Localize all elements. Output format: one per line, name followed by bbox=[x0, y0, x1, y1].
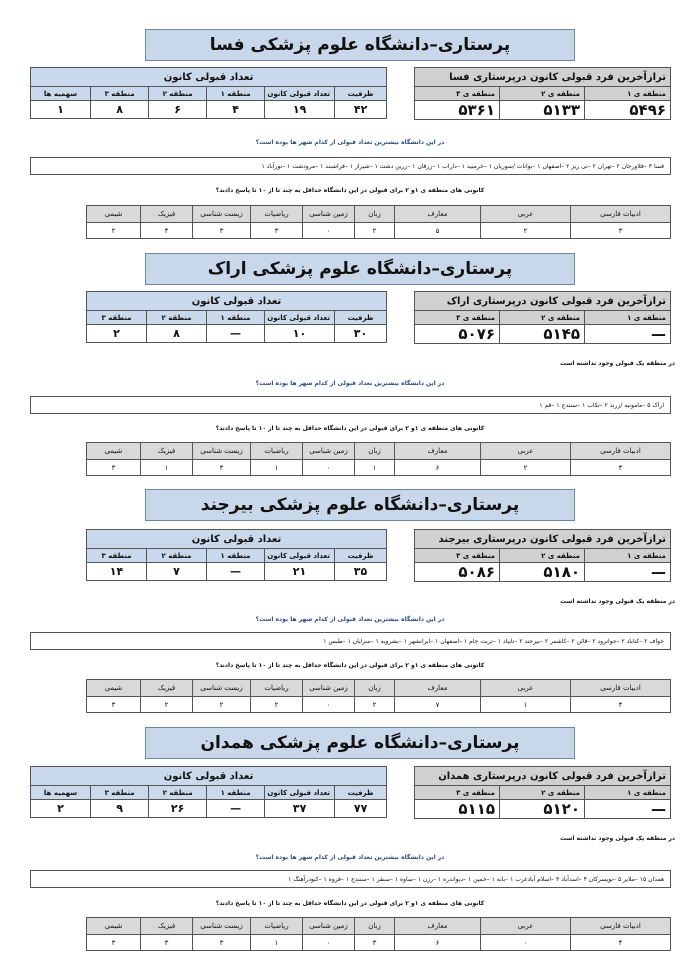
rank-table-title: ترازآخرین فرد قبولی کانون درپرستاری اراک bbox=[415, 292, 671, 311]
grade-value: ۳ bbox=[141, 935, 193, 951]
acceptance-header: ظرفیت bbox=[335, 311, 387, 325]
grade-value: ۱ bbox=[251, 460, 303, 476]
grade-value: ۳ bbox=[87, 697, 141, 713]
subject-header: زبان bbox=[355, 206, 395, 223]
acceptance-value: ۲ bbox=[87, 325, 147, 343]
section-title: پرستاری–دانشگاه علوم پزشکی اراک bbox=[145, 253, 575, 285]
grade-value: ۲ bbox=[251, 697, 303, 713]
acceptance-header: منطقه ۳ bbox=[91, 87, 149, 101]
rank-table-title: ترازآخرین فرد قبولی کانون درپرستاری همدان bbox=[415, 767, 671, 786]
city-question: در این دانشگاه بیشترین تعداد قبولی از کدام شهر ها بوده است؟ bbox=[255, 380, 445, 387]
rank-header: منطقه ی ۲ bbox=[500, 311, 585, 325]
acceptance-value: ۹ bbox=[91, 800, 149, 818]
rank-value: ۵۴۹۶ bbox=[585, 101, 671, 120]
acceptance-value: ۳۰ bbox=[335, 325, 387, 343]
section-title: پرستاری–دانشگاه علوم پزشکی بیرجند bbox=[145, 489, 575, 521]
subject-header: زبان bbox=[355, 918, 395, 935]
acceptance-table-title: تعداد قبولی کانون bbox=[31, 68, 387, 87]
subject-header: زبان bbox=[355, 443, 395, 460]
grade-value: ۳ bbox=[193, 935, 251, 951]
city-question: در این دانشگاه بیشترین تعداد قبولی از کدام شهر ها بوده است؟ bbox=[255, 139, 445, 146]
city-list: خواف ۲ –کناباد ۲ –جوانرود ۲ –قائن ۲ –کاشمر ۲ –بیرجند ۲ –تایباد ۱ –تربت جام ۱ –اصفهان ۱ –ایرانشهر ۱ –بشرویه ۱ –سرایان ۱ –طبس ۱ bbox=[30, 632, 671, 650]
acceptance-header: منطقه ۱ bbox=[207, 87, 265, 101]
subject-header: معارف bbox=[395, 680, 481, 697]
acceptance-value: ۸ bbox=[91, 101, 149, 119]
rank-header: منطقه ی ۱ bbox=[585, 311, 671, 325]
rank-table bbox=[414, 766, 671, 819]
subject-header: فیزیک bbox=[141, 918, 193, 935]
subject-header: معارف bbox=[395, 918, 481, 935]
subject-header: زیست شناسی bbox=[193, 443, 251, 460]
grade-value: ۱ bbox=[481, 697, 571, 713]
grade-table bbox=[86, 917, 671, 951]
note-text: در منطقه یک قبولی وجود نداشته است bbox=[560, 598, 675, 605]
note-text: در منطقه یک قبولی وجود نداشته است bbox=[560, 835, 675, 842]
subject-header: زیست شناسی bbox=[193, 918, 251, 935]
grade-value: ۴ bbox=[571, 935, 671, 951]
grade-value: ۳ bbox=[193, 460, 251, 476]
acceptance-table bbox=[30, 766, 387, 818]
acceptance-value: ۶ bbox=[149, 101, 207, 119]
acceptance-header: ظرفیت bbox=[335, 87, 387, 101]
grade-table bbox=[86, 205, 671, 239]
rank-value: ۵۱۱۵ bbox=[415, 800, 500, 819]
subject-header: زیست شناسی bbox=[193, 680, 251, 697]
subject-header: ادبیات فارسی bbox=[571, 206, 671, 223]
acceptance-header: منطقه ۳ bbox=[91, 786, 149, 800]
rank-value: — bbox=[585, 800, 671, 819]
city-list: اراک ۵ –مامونیه /زرند ۲ –تکاب ۱ –سنندج ۱ –قم ۱ bbox=[30, 396, 671, 414]
grade-value: ۱ bbox=[251, 935, 303, 951]
grade-value: ۲ bbox=[141, 697, 193, 713]
acceptance-value: — bbox=[207, 800, 265, 818]
rank-value: — bbox=[585, 563, 671, 582]
subject-header: معارف bbox=[395, 443, 481, 460]
subject-header: عربی bbox=[481, 918, 571, 935]
acceptance-header: سهمیه ها bbox=[31, 87, 91, 101]
grade-value: ۶ bbox=[395, 460, 481, 476]
city-list: همدان ۱۵ –ملایر ۵ –تویسرکان ۴ –اسدآباد ۳ –اسلام آبادغرب ۱ –بانه ۱ –خمین ۱ –دیواندره ۱ –رزن ۱ –ساوه ۱ –سنقر ۱ –سنندج ۱ –فروه ۱ –کبودرآهنگ ۱ bbox=[30, 870, 671, 888]
grade-question: کانونی های منطقه ی ۱و ۲ برای قبولی در این دانشگاه حداقل به چند تا از ۱۰ تا پاسخ دادند؟ bbox=[215, 662, 485, 669]
acceptance-header: ظرفیت bbox=[335, 549, 387, 563]
acceptance-table bbox=[86, 291, 387, 343]
subject-header: عربی bbox=[481, 443, 571, 460]
subject-header: ادبیات فارسی bbox=[571, 443, 671, 460]
acceptance-value: ۴ bbox=[207, 101, 265, 119]
grade-value: ۲ bbox=[87, 223, 141, 239]
rank-header: منطقه ی ۳ bbox=[415, 786, 500, 800]
acceptance-header: منطقه ۳ bbox=[87, 311, 147, 325]
acceptance-value: ۱۰ bbox=[265, 325, 335, 343]
acceptance-value: ۷ bbox=[147, 563, 207, 581]
note-text: در منطقه یک قبولی وجود نداشته است bbox=[560, 360, 675, 367]
acceptance-header: تعداد قبولی کانون bbox=[265, 549, 335, 563]
rank-table-title: ترازآخرین فرد قبولی کانون درپرستاری بیرجند bbox=[415, 530, 671, 549]
grade-question: کانونی های منطقه ی ۱و ۲ برای قبولی در این دانشگاه حداقل به چند تا از ۱۰ تا پاسخ دادند؟ bbox=[215, 900, 485, 907]
rank-header: منطقه ی ۲ bbox=[500, 549, 585, 563]
grade-value: ۲ bbox=[355, 697, 395, 713]
subject-header: شیمی bbox=[87, 680, 141, 697]
acceptance-value: ۴۲ bbox=[335, 101, 387, 119]
grade-value: ۲ bbox=[193, 697, 251, 713]
rank-header: منطقه ی ۲ bbox=[500, 786, 585, 800]
subject-header: زمین شناسی bbox=[303, 680, 355, 697]
subject-header: ریاضیات bbox=[251, 918, 303, 935]
rank-value: ۵۰۸۶ bbox=[415, 563, 500, 582]
rank-value: ۵۱۸۰ bbox=[500, 563, 585, 582]
acceptance-table bbox=[86, 529, 387, 581]
rank-header: منطقه ی ۱ bbox=[585, 549, 671, 563]
subject-header: فیزیک bbox=[141, 206, 193, 223]
rank-value: ۵۱۲۰ bbox=[500, 800, 585, 819]
grade-value: ۷ bbox=[395, 697, 481, 713]
rank-header: منطقه ی ۳ bbox=[415, 311, 500, 325]
rank-header: منطقه ی ۳ bbox=[415, 549, 500, 563]
rank-header: منطقه ی ۱ bbox=[585, 786, 671, 800]
grade-value: ۶ bbox=[395, 935, 481, 951]
city-question: در این دانشگاه بیشترین تعداد قبولی از کدام شهر ها بوده است؟ bbox=[255, 854, 445, 861]
acceptance-header: تعداد قبولی کانون bbox=[265, 87, 335, 101]
subject-header: شیمی bbox=[87, 206, 141, 223]
grade-value: ۱ bbox=[355, 460, 395, 476]
rank-header: منطقه ی ۱ bbox=[585, 87, 671, 101]
grade-value: ۳ bbox=[87, 460, 141, 476]
subject-header: فیزیک bbox=[141, 680, 193, 697]
acceptance-value: ۲۶ bbox=[149, 800, 207, 818]
grade-value: ۳ bbox=[355, 935, 395, 951]
grade-value: ۳ bbox=[571, 223, 671, 239]
acceptance-header: منطقه ۳ bbox=[87, 549, 147, 563]
city-question: در این دانشگاه بیشترین تعداد قبولی از کدام شهر ها بوده است؟ bbox=[255, 616, 445, 623]
subject-header: فیزیک bbox=[141, 443, 193, 460]
grade-value: ۳ bbox=[193, 223, 251, 239]
acceptance-value: ۳۵ bbox=[335, 563, 387, 581]
grade-value: ۰ bbox=[303, 935, 355, 951]
subject-header: زیست شناسی bbox=[193, 206, 251, 223]
acceptance-header: منطقه ۲ bbox=[149, 87, 207, 101]
grade-value: ۰ bbox=[303, 697, 355, 713]
subject-header: ریاضیات bbox=[251, 443, 303, 460]
acceptance-value: — bbox=[207, 325, 265, 343]
acceptance-table-title: تعداد قبولی کانون bbox=[87, 292, 387, 311]
grade-table bbox=[86, 679, 671, 713]
rank-value: ۵۱۳۳ bbox=[500, 101, 585, 120]
acceptance-value: ۲ bbox=[31, 800, 91, 818]
grade-value: ۰ bbox=[303, 460, 355, 476]
rank-table-title: ترازآخرین فرد قبولی کانون درپرستاری فسا bbox=[415, 68, 671, 87]
acceptance-header: تعداد قبولی کانون bbox=[265, 311, 335, 325]
rank-header: منطقه ی ۳ bbox=[415, 87, 500, 101]
grade-value: ۳ bbox=[87, 935, 141, 951]
acceptance-value: ۱ bbox=[31, 101, 91, 119]
grade-question: کانونی های منطقه ی ۱و ۲ برای قبولی در این دانشگاه حداقل به چند تا از ۱۰ تا پاسخ دادند؟ bbox=[215, 425, 485, 432]
grade-value: ۴ bbox=[571, 460, 671, 476]
grade-value: ۰ bbox=[303, 223, 355, 239]
acceptance-value: ۸ bbox=[147, 325, 207, 343]
subject-header: ادبیات فارسی bbox=[571, 918, 671, 935]
subject-header: زبان bbox=[355, 680, 395, 697]
subject-header: شیمی bbox=[87, 443, 141, 460]
grade-value: ۳ bbox=[251, 223, 303, 239]
subject-header: معارف bbox=[395, 206, 481, 223]
grade-value: ۲ bbox=[355, 223, 395, 239]
section-title: پرستاری–دانشگاه علوم پزشکی همدان bbox=[145, 727, 575, 759]
acceptance-header: منطقه ۱ bbox=[207, 549, 265, 563]
grade-value: ۵ bbox=[395, 223, 481, 239]
section-fasa bbox=[0, 0, 700, 245]
acceptance-value: ۱۹ bbox=[265, 101, 335, 119]
acceptance-table bbox=[30, 67, 387, 119]
acceptance-header: منطقه ۲ bbox=[149, 786, 207, 800]
subject-header: ریاضیات bbox=[251, 680, 303, 697]
acceptance-header: منطقه ۱ bbox=[207, 311, 265, 325]
subject-header: ادبیات فارسی bbox=[571, 680, 671, 697]
acceptance-header: ظرفیت bbox=[335, 786, 387, 800]
grade-value: ۱ bbox=[141, 460, 193, 476]
city-list: فسا ۳ –فلاورجان ۲ –تهران ۲ –نی ریز ۲ –اصفهان ۱ –بوانات /سوریان ۱ –خرمبید ۱ –داراب ۱ –زرقان ۱ –زرین دشت ۱ –شیراز ۱ –فراشبند ۱ –مرودشت ۱ –نورآباد ۱ bbox=[30, 157, 671, 175]
grade-value: ۰ bbox=[481, 935, 571, 951]
rank-table bbox=[414, 291, 671, 344]
subject-header: شیمی bbox=[87, 918, 141, 935]
acceptance-table-title: تعداد قبولی کانون bbox=[31, 767, 387, 786]
subject-header: زمین شناسی bbox=[303, 206, 355, 223]
acceptance-header: تعداد قبولی کانون bbox=[265, 786, 335, 800]
section-title: پرستاری–دانشگاه علوم پزشکی فسا bbox=[145, 29, 575, 61]
grade-value: ۲ bbox=[481, 223, 571, 239]
subject-header: زمین شناسی bbox=[303, 443, 355, 460]
acceptance-value: ۲۱ bbox=[265, 563, 335, 581]
acceptance-header: منطقه ۲ bbox=[147, 311, 207, 325]
subject-header: عربی bbox=[481, 206, 571, 223]
rank-table bbox=[414, 67, 671, 120]
grade-value: ۴ bbox=[141, 223, 193, 239]
rank-value: ۵۳۶۱ bbox=[415, 101, 500, 120]
rank-value: ۵۱۴۵ bbox=[500, 325, 585, 344]
subject-header: عربی bbox=[481, 680, 571, 697]
acceptance-header: منطقه ۲ bbox=[147, 549, 207, 563]
acceptance-value: ۷۷ bbox=[335, 800, 387, 818]
rank-header: منطقه ی ۲ bbox=[500, 87, 585, 101]
grade-value: ۴ bbox=[571, 697, 671, 713]
rank-value: ۵۰۷۶ bbox=[415, 325, 500, 344]
acceptance-header: منطقه ۱ bbox=[207, 786, 265, 800]
grade-question: کانونی های منطقه ی ۱و ۲ برای قبولی در این دانشگاه حداقل به چند تا از ۱۰ تا پاسخ دادند؟ bbox=[215, 187, 485, 194]
acceptance-value: ۳۷ bbox=[265, 800, 335, 818]
subject-header: ریاضیات bbox=[251, 206, 303, 223]
subject-header: زمین شناسی bbox=[303, 918, 355, 935]
grade-table bbox=[86, 442, 671, 476]
rank-table bbox=[414, 529, 671, 582]
acceptance-header: سهمیه ها bbox=[31, 786, 91, 800]
acceptance-value: — bbox=[207, 563, 265, 581]
grade-value: ۲ bbox=[481, 460, 571, 476]
rank-value: — bbox=[585, 325, 671, 344]
acceptance-table-title: تعداد قبولی کانون bbox=[87, 530, 387, 549]
acceptance-value: ۱۴ bbox=[87, 563, 147, 581]
